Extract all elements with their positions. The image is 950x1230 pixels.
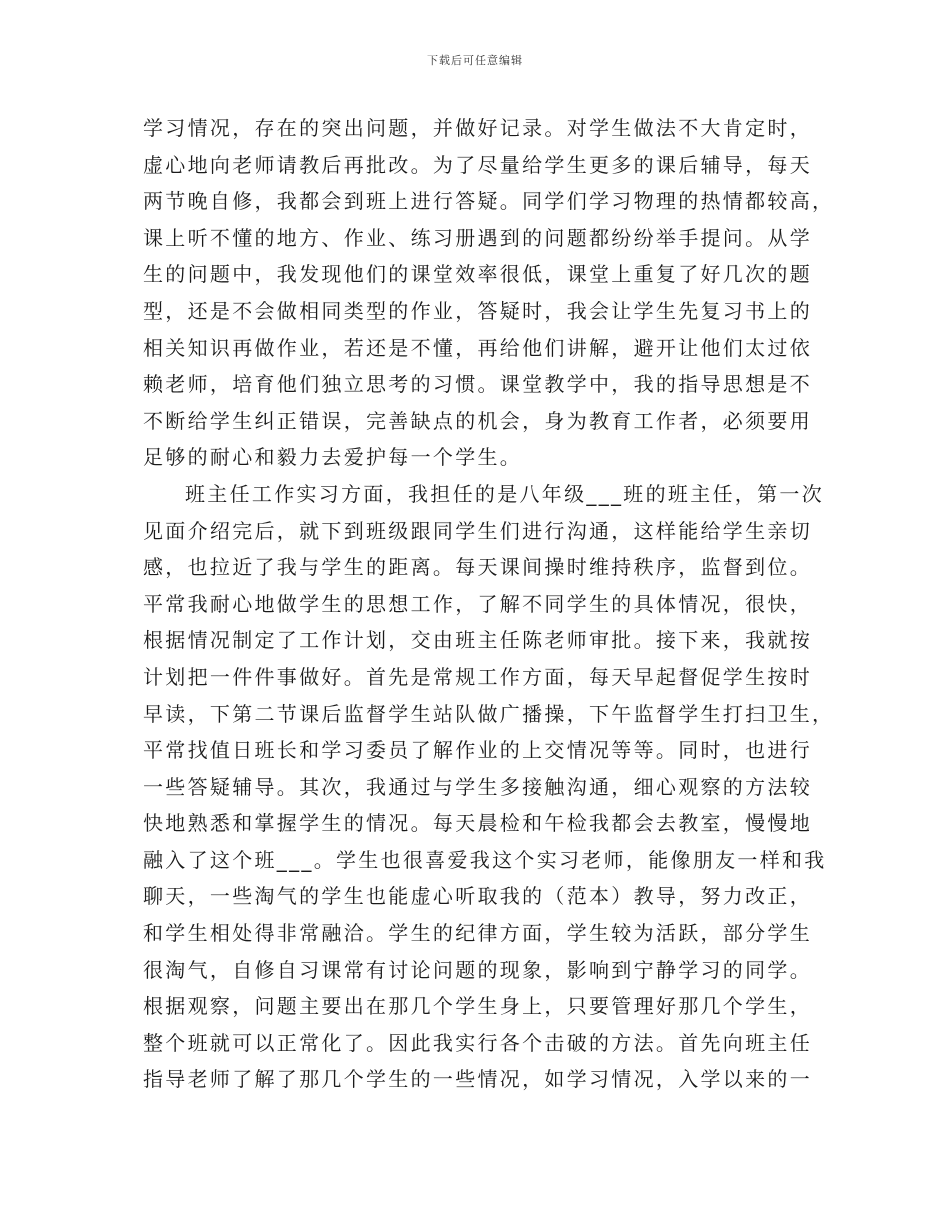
header-note: 下载后可任意编辑 bbox=[427, 54, 523, 67]
text-line: 相关知识再做作业，若还是不懂，再给他们讲解，避开让他们太过依 bbox=[143, 335, 812, 360]
text-line: 根据情况制定了工作计划，交由班主任陈老师审批。接下来，我就按 bbox=[143, 628, 812, 653]
text-line: 快地熟悉和掌握学生的情况。每天晨检和午检我都会去教室，慢慢地 bbox=[143, 811, 812, 836]
text-line: 根据观察，问题主要出在那几个学生身上，只要管理好那几个学生， bbox=[143, 994, 812, 1019]
text-line: 平常找值日班长和学习委员了解作业的上交情况等等。同时，也进行 bbox=[143, 738, 812, 763]
paragraph-start-line: 班主任工作实习方面，我担任的是八年级___班的班主任，第一次 bbox=[185, 481, 824, 506]
text-line: 感，也拉近了我与学生的距离。每天课间操时维持秩序，监督到位。 bbox=[143, 555, 812, 580]
text-line: 一些答疑辅导。其次，我通过与学生多接触沟通，细心观察的方法较 bbox=[143, 774, 812, 799]
text-line: 融入了这个班___。学生也很喜爱我这个实习老师，能像朋友一样和我 bbox=[143, 847, 827, 872]
text-line: 计划把一件件事做好。首先是常规工作方面，每天早起督促学生按时 bbox=[143, 664, 812, 689]
body-text bbox=[143, 110, 835, 1098]
text-line: 见面介绍完后，就下到班级跟同学生们进行沟通，这样能给学生亲切 bbox=[143, 518, 812, 543]
text-line: 聊天，一些淘气的学生也能虚心听取我的（范本）教导，努力改正， bbox=[143, 884, 812, 909]
text-line: 平常我耐心地做学生的思想工作，了解不同学生的具体情况，很快， bbox=[143, 591, 812, 616]
text-line: 虚心地向老师请教后再批改。为了尽量给学生更多的课后辅导，每天 bbox=[143, 152, 812, 177]
text-line: 指导老师了解了那几个学生的一些情况，如学习情况，入学以来的一 bbox=[143, 1067, 812, 1092]
text-line: 足够的耐心和毅力去爱护每一个学生。 bbox=[143, 445, 523, 470]
text-line: 早读，下第二节课后监督学生站队做广播操，下午监督学生打扫卫生， bbox=[143, 701, 835, 726]
text-line: 不断给学生纠正错误，完善缺点的机会，身为教育工作者，必须要用 bbox=[143, 408, 812, 433]
text-line: 学习情况，存在的突出问题，并做好记录。对学生做法不大肯定时， bbox=[143, 116, 812, 140]
text-line: 课上听不懂的地方、作业、练习册遇到的问题都纷纷举手提问。从学 bbox=[143, 225, 812, 250]
text-line: 整个班就可以正常化了。因此我实行各个击破的方法。首先向班主任 bbox=[143, 1030, 812, 1055]
text-line: 赖老师，培育他们独立思考的习惯。课堂教学中，我的指导思想是不 bbox=[143, 372, 812, 397]
text-line: 很淘气，自修自习课常有讨论问题的现象，影响到宁静学习的同学。 bbox=[143, 957, 812, 982]
text-line: 和学生相处得非常融洽。学生的纪律方面，学生较为活跃，部分学生 bbox=[143, 921, 812, 946]
text-line: 型，还是不会做相同类型的作业，答疑时，我会让学生先复习书上的 bbox=[143, 298, 812, 323]
text-line: 两节晚自修，我都会到班上进行答疑。同学们学习物理的热情都较高， bbox=[143, 189, 835, 214]
text-line: 生的问题中，我发现他们的课堂效率很低，课堂上重复了好几次的题 bbox=[143, 262, 812, 287]
